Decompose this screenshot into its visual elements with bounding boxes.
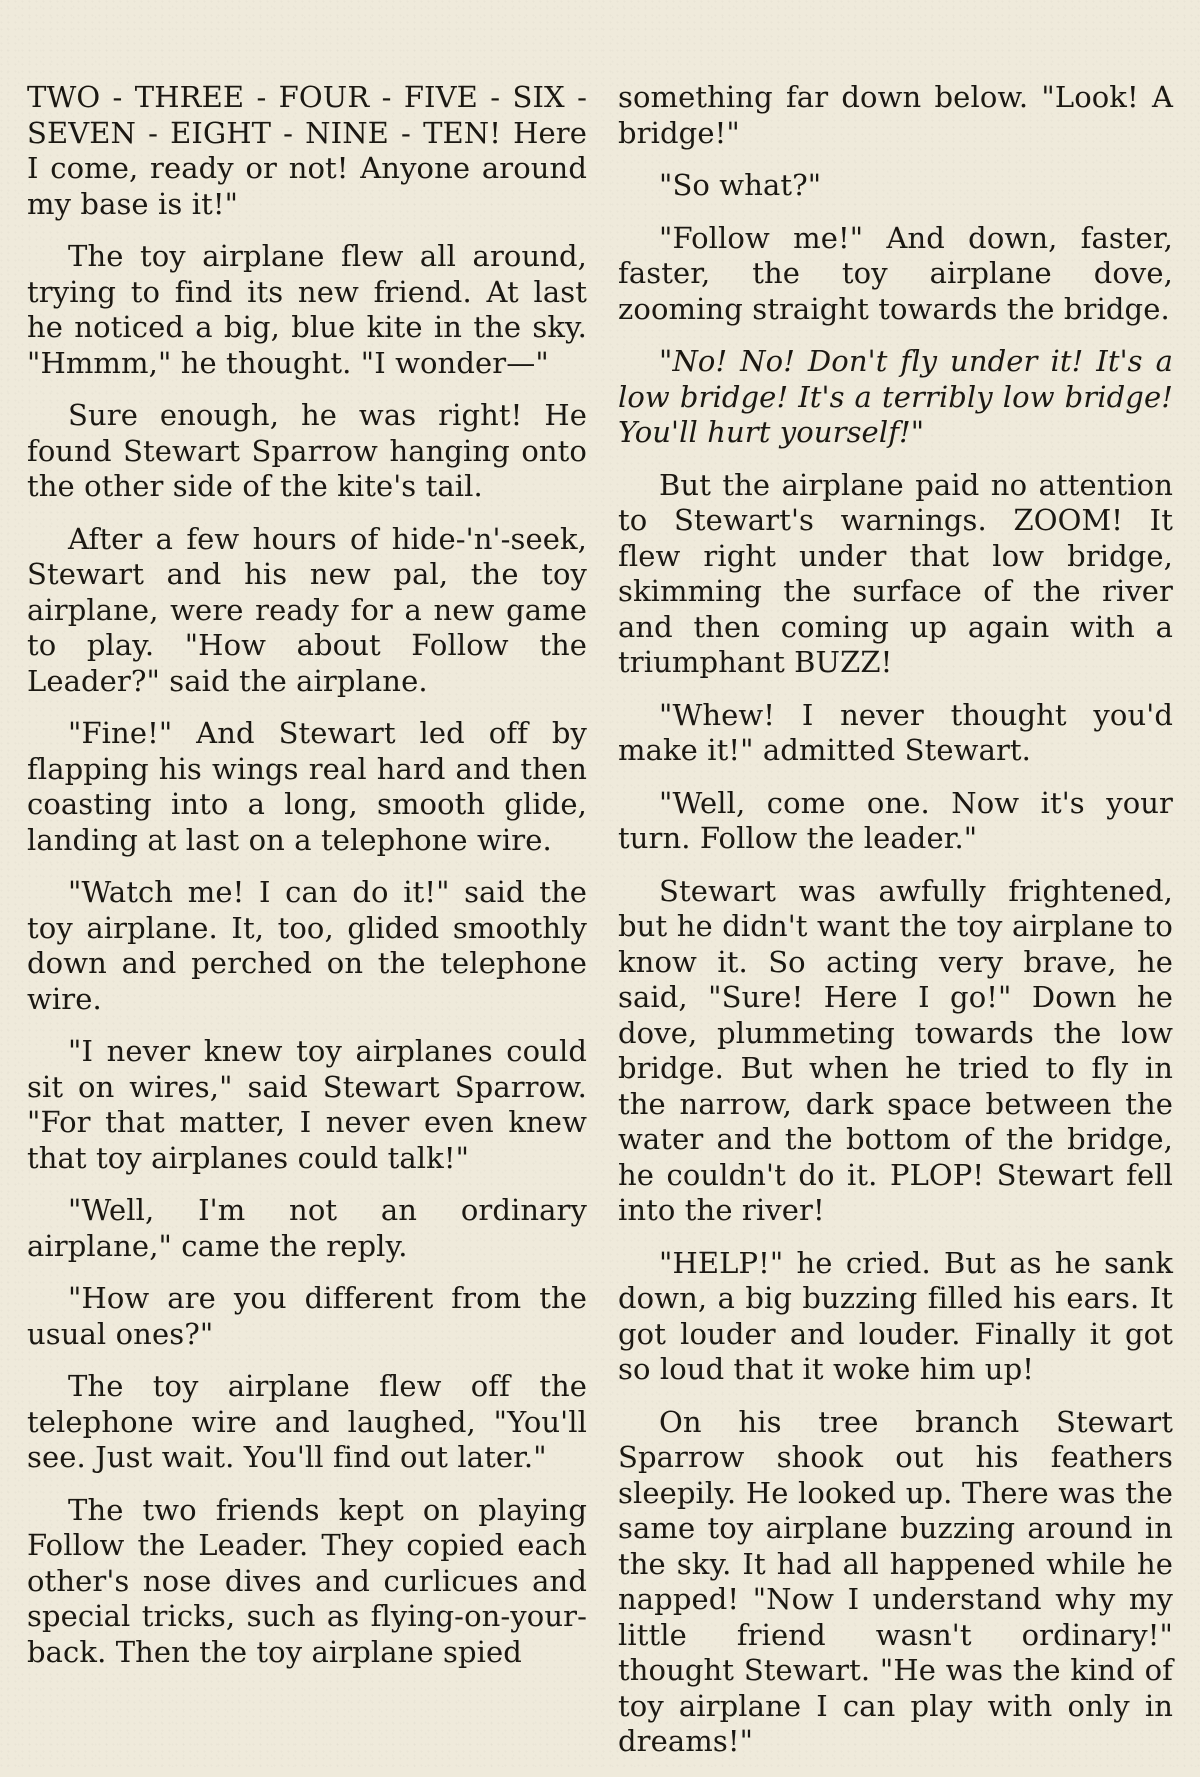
story-paragraph: The toy airplane flew all around, trying to find its new friend. At last he noticed a big, blue kite in the sky. "Hmmm," he thought. "I wonder—" — [27, 239, 587, 380]
story-paragraph: "Whew! I never thought you'd make it!" admitted Stewart. — [618, 697, 1173, 767]
story-paragraph: Sure enough, he was right! He found Stewart Sparrow hanging onto the other side of the kite's tail. — [27, 398, 587, 503]
story-paragraph: "Follow me!" And down, faster, faster, the toy airplane dove, zooming straight towards the bridge. — [618, 220, 1173, 326]
story-paragraph: "Watch me! I can do it!" said the toy airplane. It, too, glided smoothly down and perched on the telephone wire. — [27, 875, 587, 1016]
story-paragraph: something far down below. "Look! A bridge!" — [618, 80, 1173, 150]
story-paragraph: After a few hours of hide-'n'-seek, Stewart and his new pal, the toy airplane, were ready for a new game to play. "How about Follow the Leader?" said the airplane. — [27, 521, 587, 698]
story-paragraph: "No! No! Don't fly under it! It's a low bridge! It's a terribly low bridge! You'll hurt yourself!" — [618, 344, 1173, 449]
story-paragraph: TWO - THREE - FOUR - FIVE - SIX - SEVEN - EIGHT - NINE - TEN! Here I come, ready or not! Anyone around my base is it!" — [27, 80, 587, 221]
story-paragraph: On his tree branch Stewart Sparrow shook out his feathers sleepily. He looked up. There was the same toy airplane buzzing around in the sky. It had all happened while he napped! "Now I understand why my little friend wasn't ordinary!" thought Stewart. "He was the kind of toy airplane I can play with only in dreams!" — [618, 1404, 1173, 1758]
right-text-column — [618, 80, 1173, 1777]
left-text-column — [27, 80, 587, 1687]
story-paragraph: "I never knew toy airplanes could sit on wires," said Stewart Sparrow. "For that matter, I never even knew that toy airplanes could talk!" — [27, 1034, 587, 1175]
story-paragraph: Stewart was awfully frightened, but he didn't want the toy airplane to know it. So acting very brave, he said, "Sure! Here I go!" Down he dove, plummeting towards the low bridge. But when he tried to fly in the narrow, dark space between the water and the bottom of the bridge, he couldn't do it. PLOP! Stewart fell into the river! — [618, 873, 1173, 1227]
story-paragraph: "Well, come one. Now it's your turn. Follow the leader." — [618, 785, 1173, 855]
story-paragraph: The two friends kept on playing Follow the Leader. They copied each other's nose dives and curlicues and special tricks, such as flying-on-your-back. Then the toy airplane spied — [27, 1492, 587, 1669]
story-paragraph: The toy airplane flew off the telephone wire and laughed, "You'll see. Just wait. You'll find out later." — [27, 1369, 587, 1474]
story-paragraph: "Fine!" And Stewart led off by flapping his wings real hard and then coasting into a long, smooth glide, landing at last on a telephone wire. — [27, 716, 587, 857]
story-paragraph: "HELP!" he cried. But as he sank down, a big buzzing filled his ears. It got louder and louder. Finally it got so loud that it woke him up! — [618, 1245, 1173, 1386]
story-paragraph: "Well, I'm not an ordinary airplane," came the reply. — [27, 1193, 587, 1263]
story-paragraph: "So what?" — [659, 168, 822, 202]
story-paragraph: But the airplane paid no attention to Stewart's warnings. ZOOM! It flew right under that low bridge, skimming the surface of the river and then coming up again with a triumphant BUZZ! — [618, 467, 1173, 679]
story-paragraph: "How are you different from the usual ones?" — [27, 1281, 587, 1351]
